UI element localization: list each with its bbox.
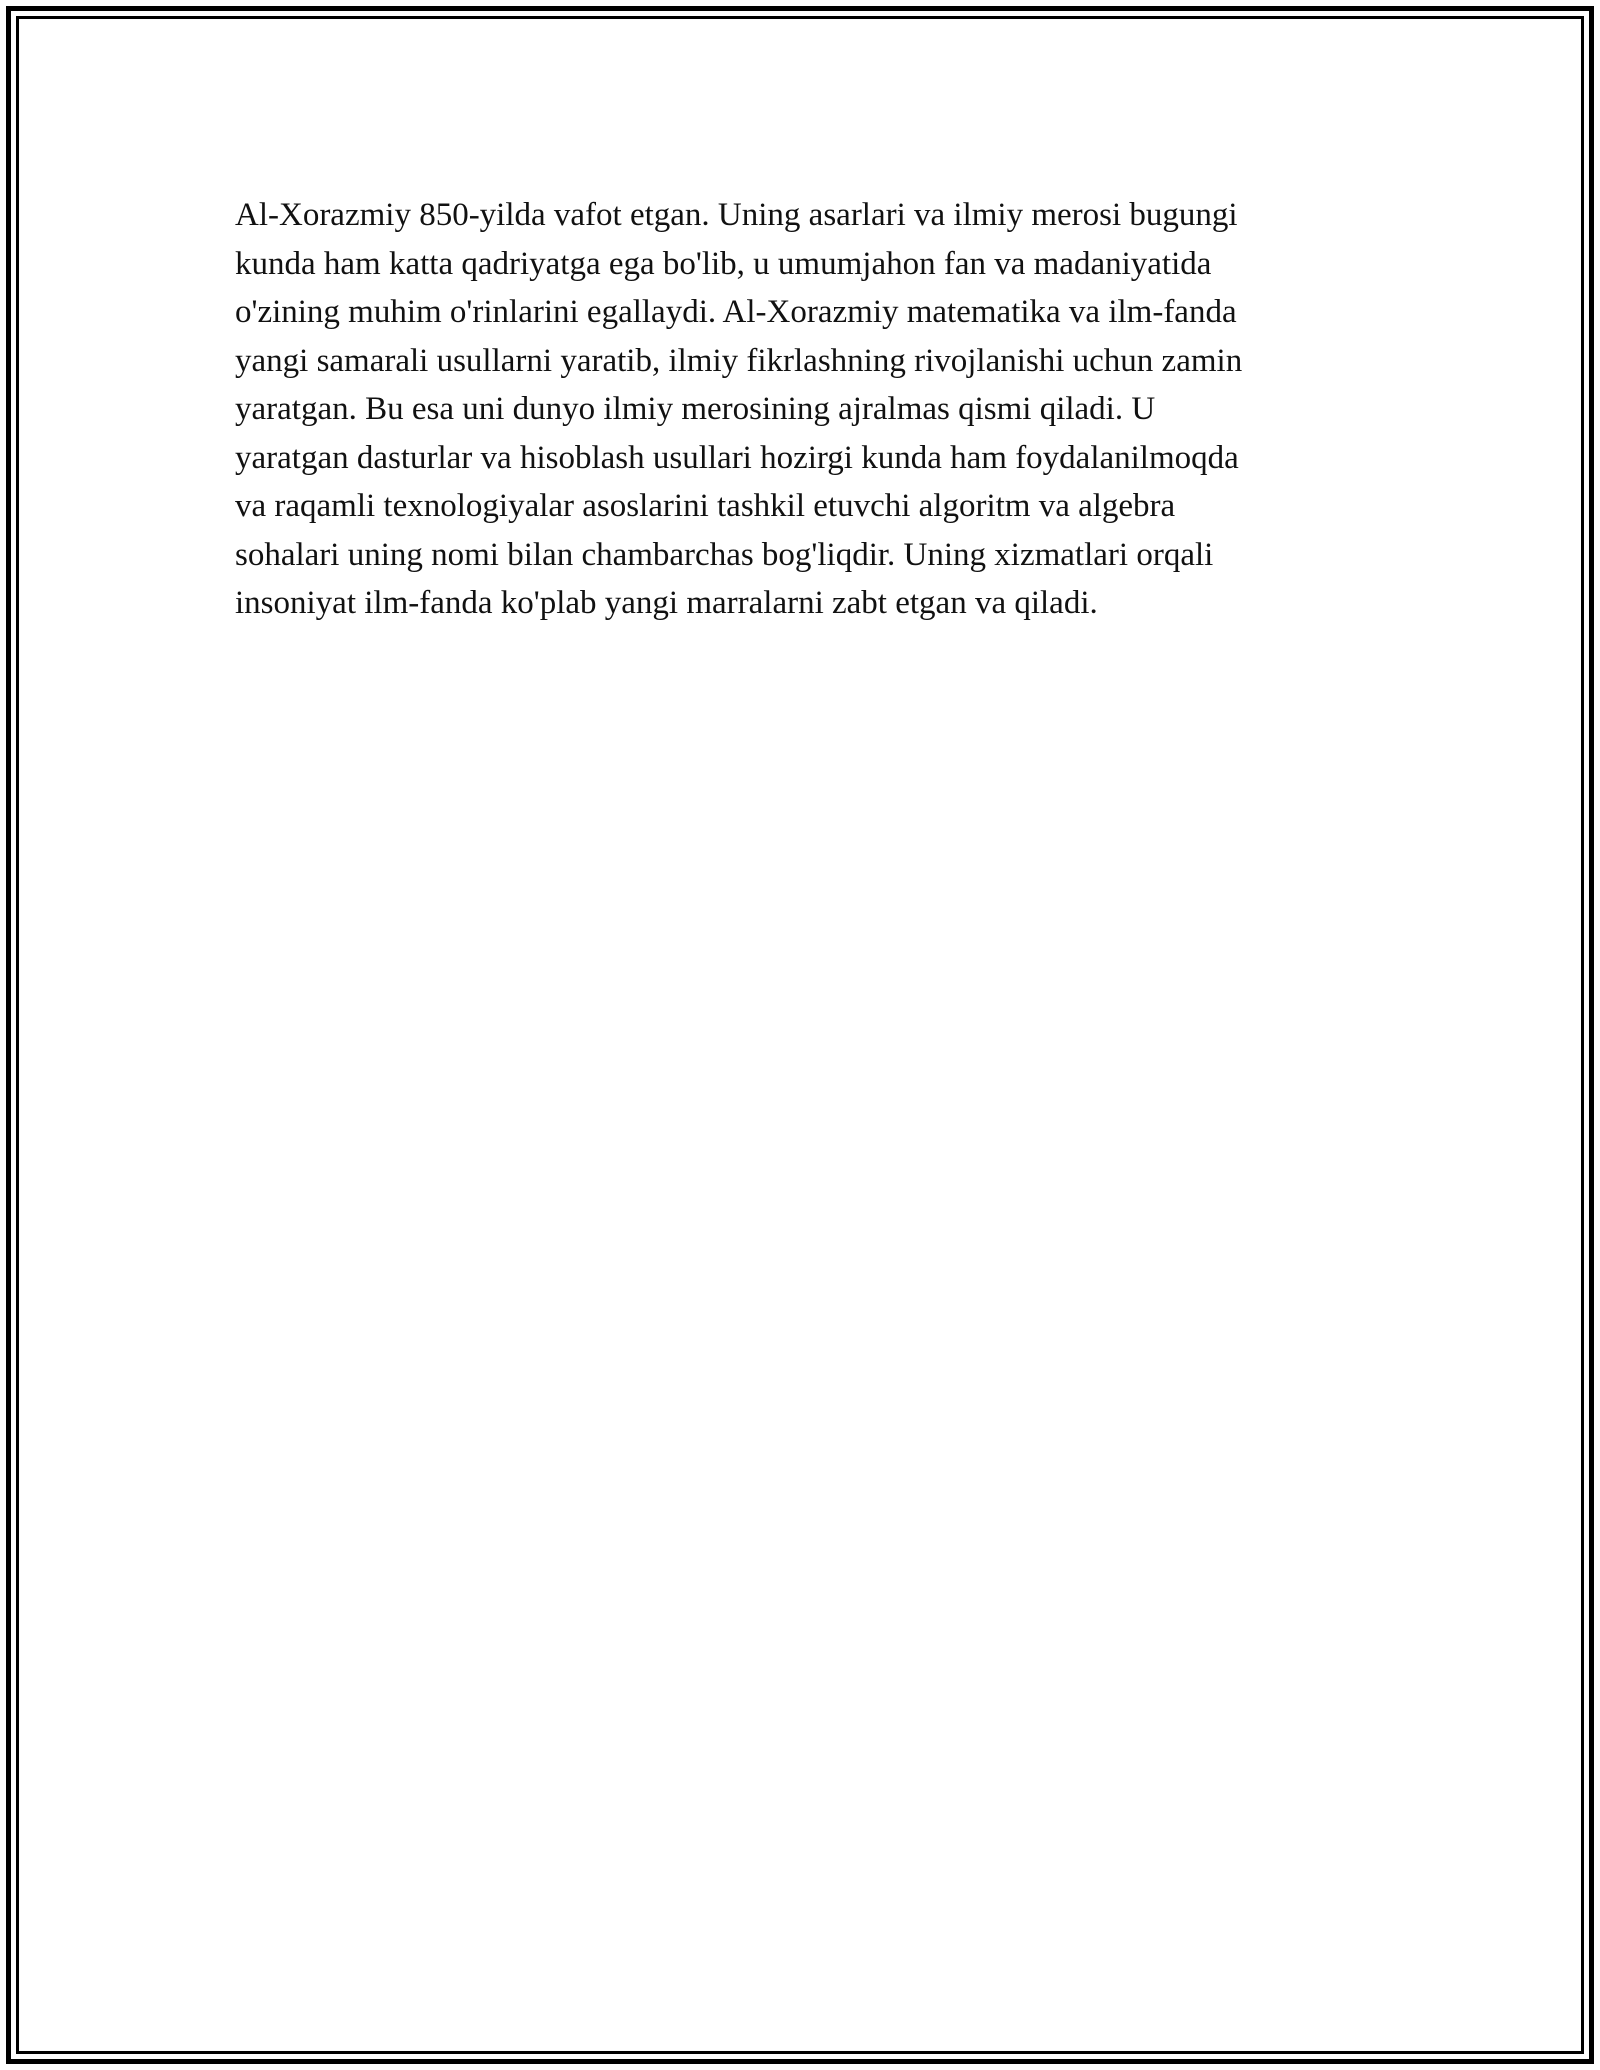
paragraph-line: yaratgan dasturlar va hisoblash usullari hozirgi kunda ham foydalanilmoqda bbox=[235, 439, 1239, 476]
body-paragraph bbox=[235, 191, 1375, 628]
paragraph-line: yaratgan. Bu esa uni dunyo ilmiy merosining ajralmas qismi qiladi. U bbox=[235, 391, 1156, 427]
paragraph-line: sohalari uning nomi bilan chambarchas bog'liqdir. Uning xizmatlari orqali bbox=[235, 536, 1214, 573]
paragraph-line: yangi samarali usullarni yaratib, ilmiy fikrlashning rivojlanishi uchun zamin bbox=[235, 342, 1243, 379]
paragraph-line: va raqamli texnologiyalar asoslarini tashkil etuvchi algoritm va algebra bbox=[235, 488, 1176, 524]
paragraph-line: insoniyat ilm-fanda ko'plab yangi marralarni zabt etgan va qiladi. bbox=[235, 585, 1098, 621]
paragraph-line: o'zining muhim o'rinlarini egallaydi. Al-Xorazmiy matematika va ilm-fanda bbox=[235, 294, 1237, 330]
document-page bbox=[6, 6, 1594, 2064]
paragraph-line: kunda ham katta qadriyatga ega bo'lib, u umumjahon fan va madaniyatida bbox=[235, 245, 1212, 282]
paragraph-line: Al-Xorazmiy 850-yilda vafot etgan. Uning asarlari va ilmiy merosi bugungi bbox=[235, 197, 1238, 233]
